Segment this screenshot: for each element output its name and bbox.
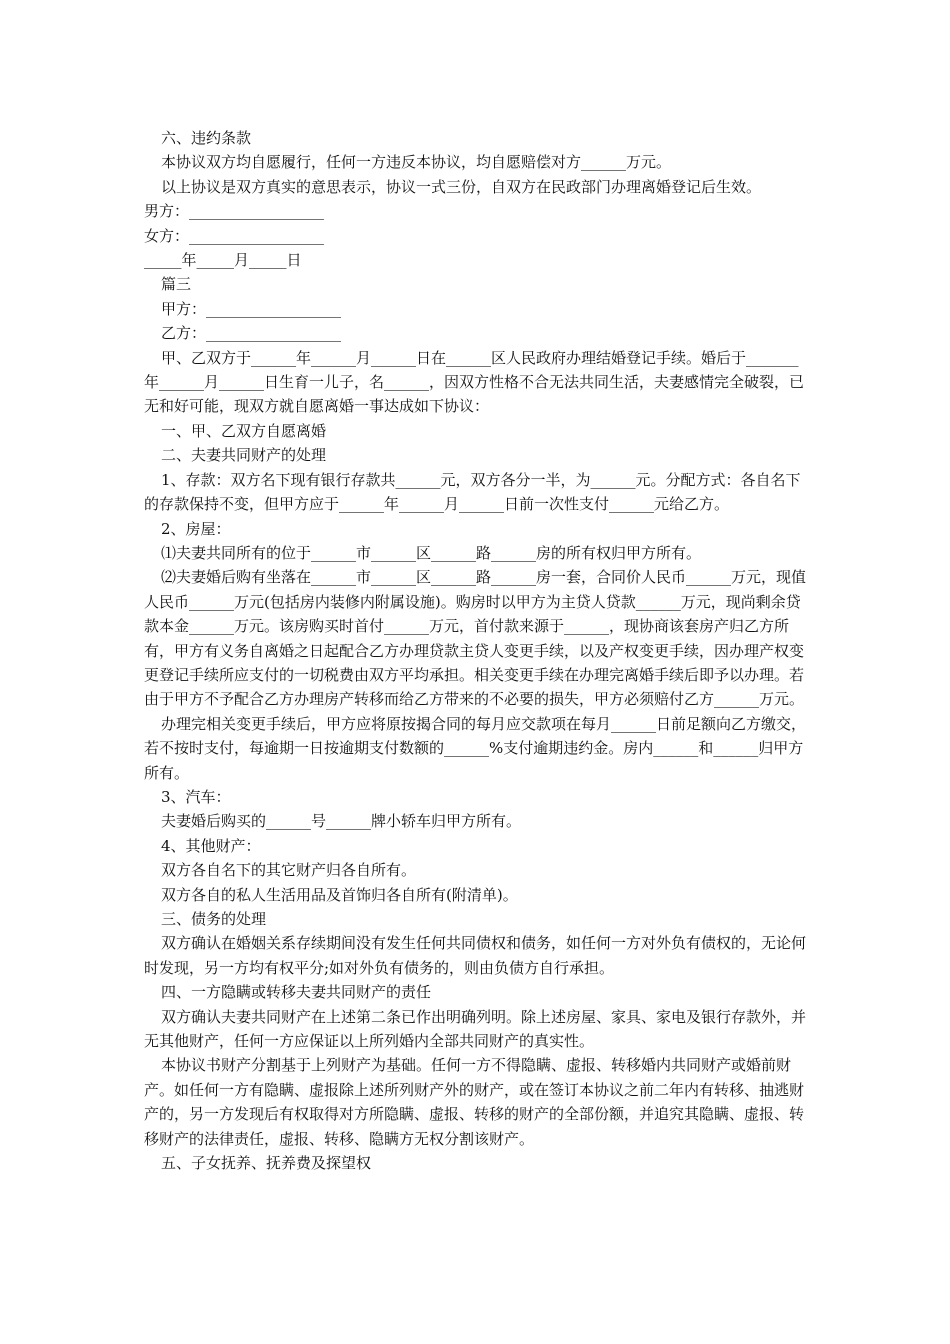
agreement-text xyxy=(144,126,808,1175)
paragraph-mortgage: 办理完相关变更手续后，甲方应将原按揭合同的每月应交款项在每月______日前足额向乙方缴交，若不按时支付，每逾期一日按逾期支付数额的______%支付逾期违约金。房内______和______归甲方所有。 xyxy=(144,714,807,782)
paragraph-deposits: 1、存款：双方名下现有银行存款共______元，双方各分一半，为______元。分配方式：各自名下的存款保持不变，但甲方应于______年______月______日前一次性支付______元给乙方。 xyxy=(144,470,801,514)
paragraph-preamble: 甲、乙双方于______年______月______日在______区人民政府办理结婚登记手续。婚后于_______年______月______日生育一儿子，名______，因双方性格不合无法共同生活，夫妻感情完全破裂，已无和好可能，现双方就自愿离婚一事达成如下协议： xyxy=(144,348,805,416)
subsection-heading: 2、房屋： xyxy=(161,519,231,538)
paragraph-car: 夫妻婚后购买的______号______牌小轿车归甲方所有。 xyxy=(161,812,522,831)
subsection-heading: 3、汽车： xyxy=(161,787,231,806)
subsection-heading: 4、其他财产： xyxy=(161,836,261,855)
party-b-line: 乙方：__________________ xyxy=(161,324,342,343)
paragraph: 双方确认夫妻共同财产在上述第二条已作出明确列明。除上述房屋、家具、家电及银行存款外，并无其他财产，任何一方应保证以上所列婚内全部共同财产的真实性。 xyxy=(144,1007,807,1051)
paragraph: 双方各自的私人生活用品及首饰归各自所有(附清单)。 xyxy=(161,885,518,904)
party-a-line: 甲方：__________________ xyxy=(161,299,342,318)
section-heading: 四、一方隐瞒或转移夫妻共同财产的责任 xyxy=(161,983,432,1002)
section-heading-breach: 六、违约条款 xyxy=(161,129,252,147)
signature-line-husband: 男方：__________________ xyxy=(144,202,325,221)
part-heading: 篇三 xyxy=(161,275,192,294)
section-heading: 一、甲、乙双方自愿离婚 xyxy=(161,421,327,440)
paragraph-debts: 双方确认在婚姻关系存续期间没有发生任何共同债权和债务，如任何一方对外负有债权的，无论何时发现，另一方均有权平分;如对外负有债务的，则由负债方自行承担。 xyxy=(144,934,807,977)
paragraph: 以上协议是双方真实的意思表示，协议一式三份，自双方在民政部门办理离婚登记后生效。 xyxy=(161,177,762,196)
signature-line-wife: 女方：__________________ xyxy=(144,226,325,245)
paragraph: 双方各自名下的其它财产归各自所有。 xyxy=(161,861,417,880)
date-line: _____年_____月_____日 xyxy=(144,251,302,270)
section-heading: 二、夫妻共同财产的处理 xyxy=(161,446,327,465)
paragraph-house-2: ⑵夫妻婚后购有坐落在______市______区______路______房一套，合同价人民币______万元，现值人民币______万元(包括房内装修内附属设施)。购房时以甲方为主贷人贷款______万元，现尚剩余贷款本金______万元。该房购买时首付______万元，首付款来源于______，现协商该套房产归乙方所有，甲方有义务自离婚之日起配合乙方办理贷款主贷人变更手续，以及产权变更手续，因办理产权变更登记手续所应支付的一切税费由双方平均承担。相关变更手续在办理完离婚手续后即予以办理。若由于甲方不予配合乙方办理房产转移而给乙方带来的不必要的损失，甲方必须赔付乙方______万元。 xyxy=(144,568,807,709)
section-heading: 三、债务的处理 xyxy=(161,910,267,928)
paragraph: 本协议双方均自愿履行，任何一方违反本协议，均自愿赔偿对方______万元。 xyxy=(161,153,672,172)
section-heading: 五、子女抚养、抚养费及探望权 xyxy=(161,1154,372,1173)
paragraph: 本协议书财产分割基于上列财产为基础。任何一方不得隐瞒、虚报、转移婚内共同财产或婚前财产。如任何一方有隐瞒、虚报除上述所列财产外的财产，或在签订本协议之前二年内有转移、抽逃财产的，另一方发现后有权取得对方所隐瞒、虚报、转移的财产的全部份额，并追究其隐瞒、虚报、转移财产的法律责任，虚报、转移、隐瞒方无权分割该财产。 xyxy=(144,1056,805,1148)
paragraph-house-1: ⑴夫妻共同所有的位于______市______区______路______房的所有权归甲方所有。 xyxy=(161,543,702,562)
